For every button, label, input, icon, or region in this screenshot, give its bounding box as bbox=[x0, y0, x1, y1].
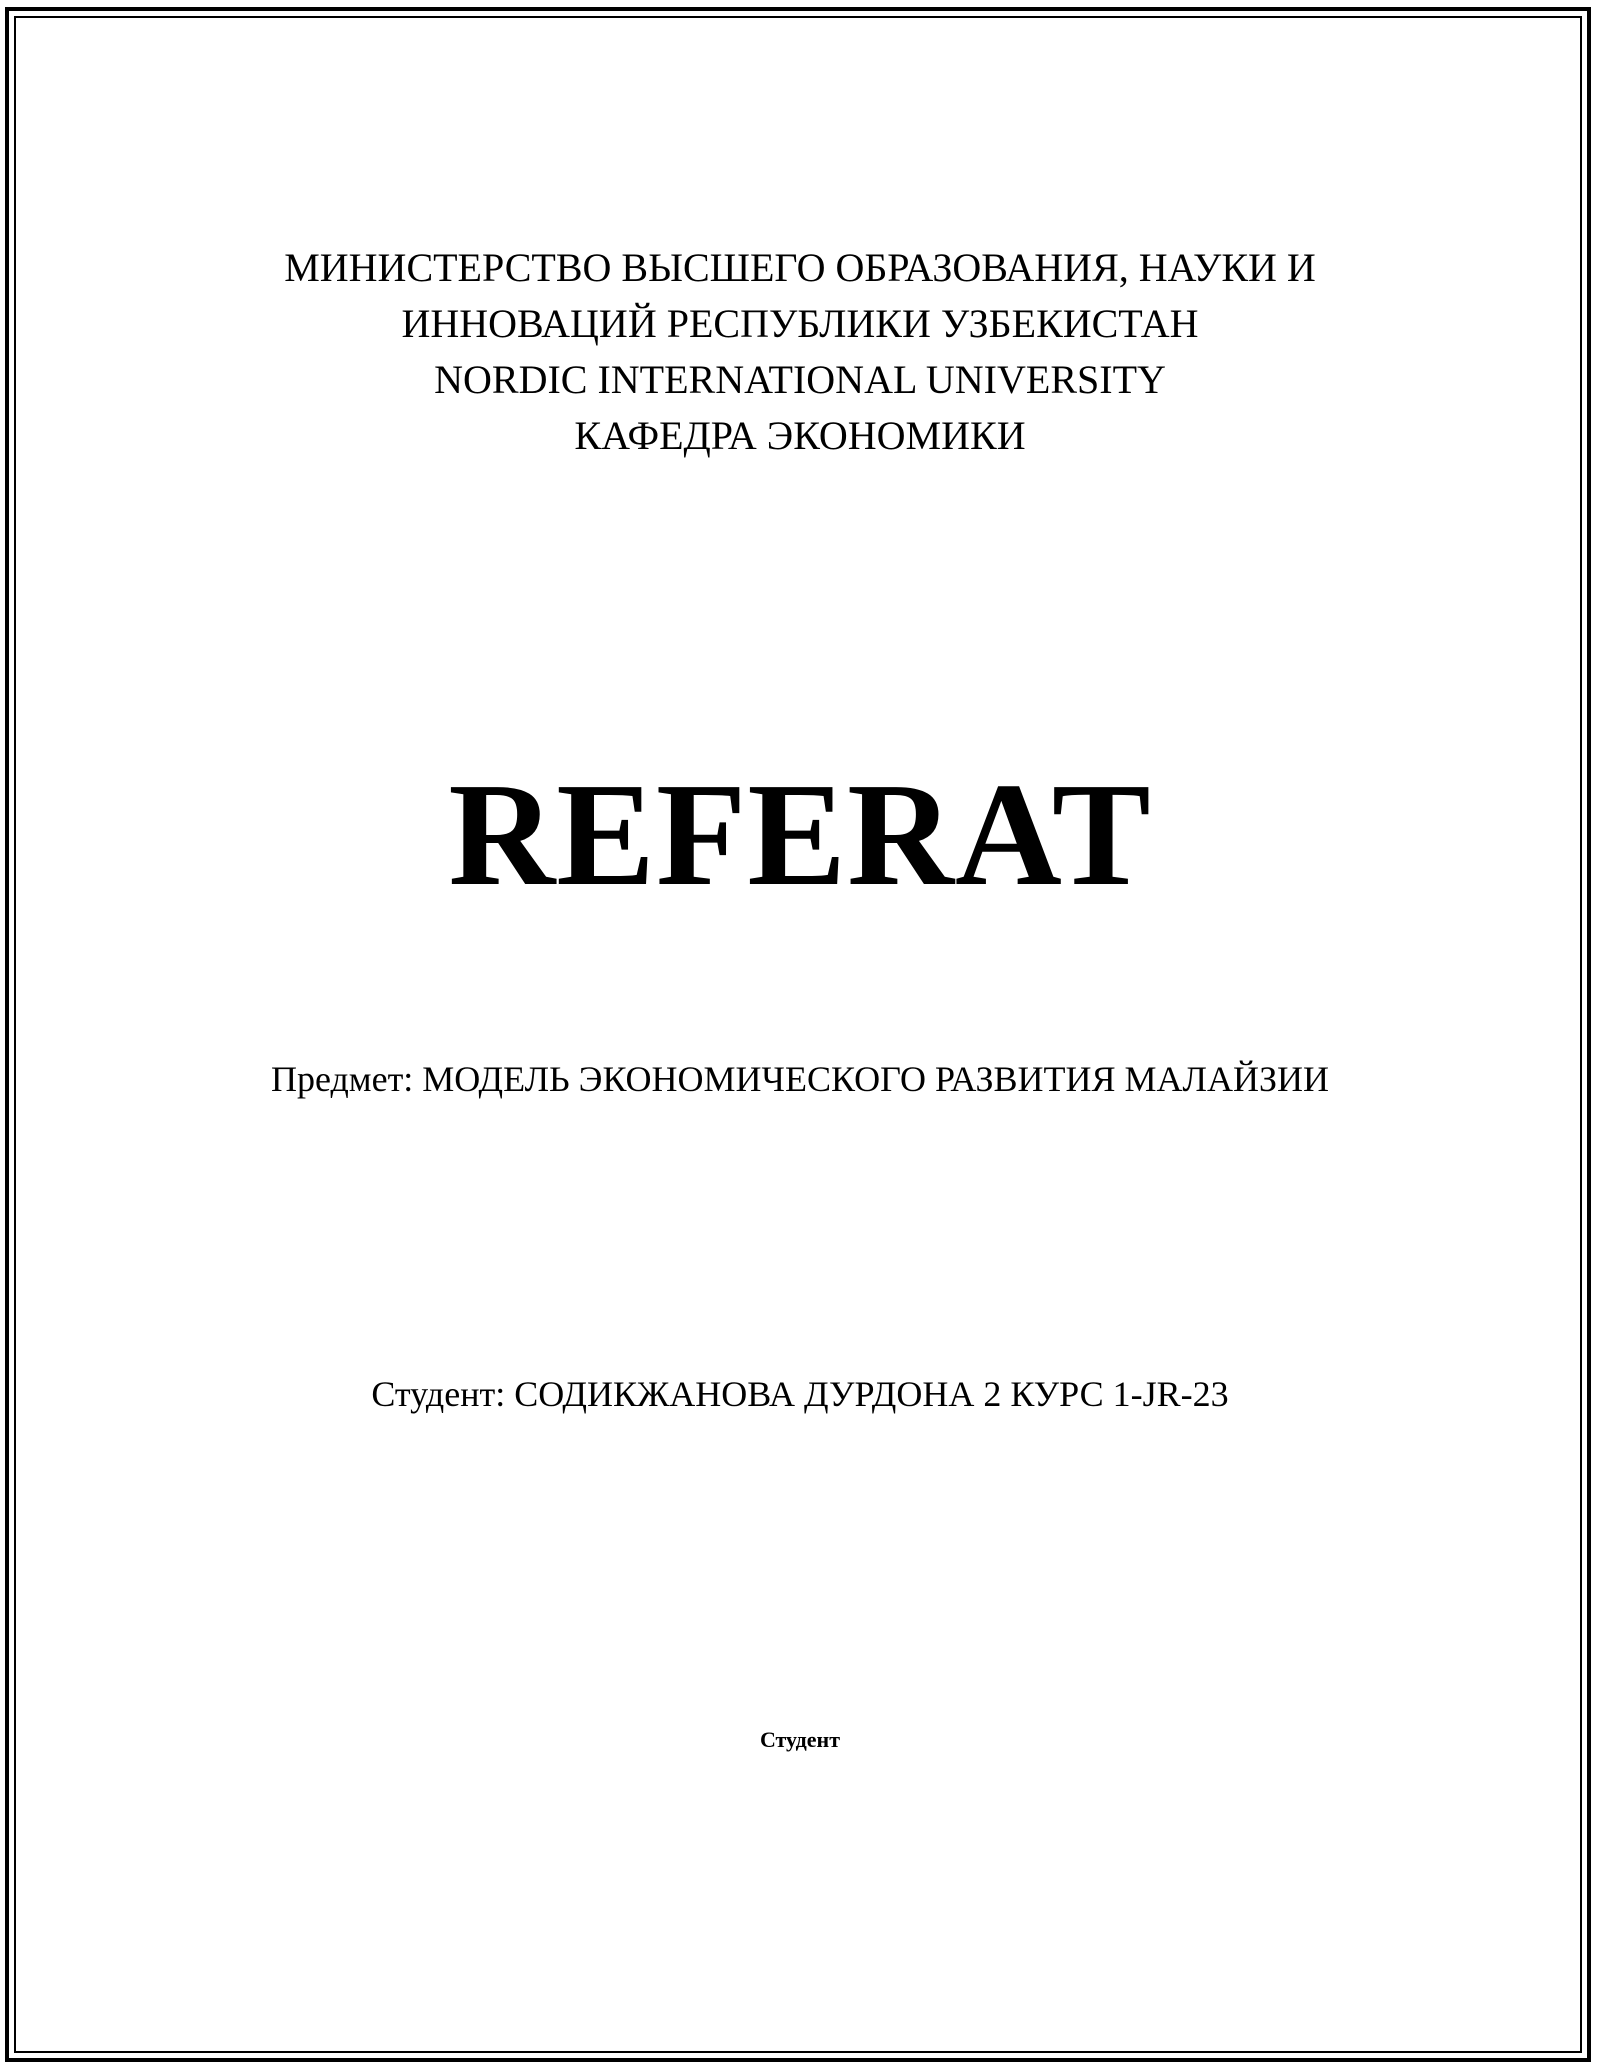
header-line-department: КАФЕДРА ЭКОНОМИКИ bbox=[574, 413, 1026, 458]
header-line-university: NORDIC INTERNATIONAL UNIVERSITY bbox=[434, 357, 1166, 402]
document-title: REFERAT bbox=[448, 753, 1152, 917]
footer-student-label: Студент bbox=[759, 1727, 841, 1752]
header-line-ministry-2: ИННОВАЦИЙ РЕСПУБЛИКИ УЗБЕКИСТАН bbox=[401, 301, 1199, 346]
subject-line: Предмет: МОДЕЛЬ ЭКОНОМИЧЕСКОГО РАЗВИТИЯ МАЛАЙЗИИ bbox=[270, 1059, 1329, 1099]
student-line: Студент: СОДИКЖАНОВА ДУРДОНА 2 КУРС 1-JR-23 bbox=[371, 1374, 1229, 1414]
header-line-ministry-1: МИНИСТЕРСТВО ВЫСШЕГО ОБРАЗОВАНИЯ, НАУКИ И bbox=[284, 245, 1316, 290]
institution-header bbox=[0, 240, 1600, 464]
